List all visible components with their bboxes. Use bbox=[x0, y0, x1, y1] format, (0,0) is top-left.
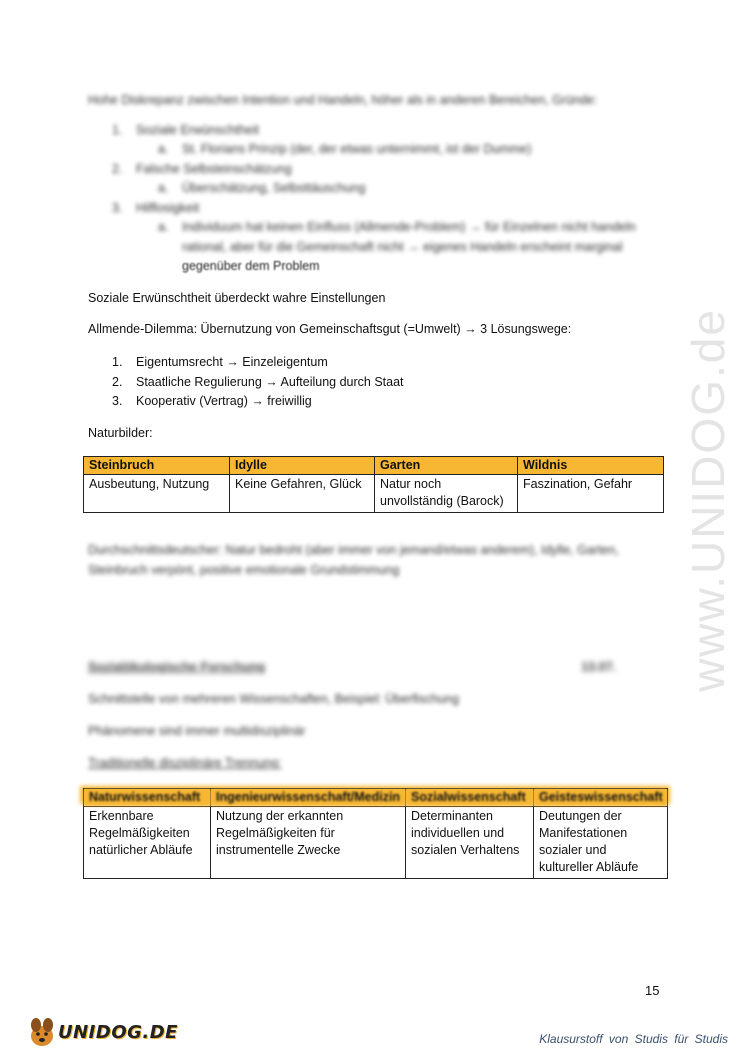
table-cell: Keine Gefahren, Glück bbox=[230, 475, 375, 513]
table-cell: Erkennbare Regelmäßigkeiten natürlicher Abläufe bbox=[84, 807, 211, 879]
table-header-cell: Steinbruch bbox=[84, 457, 230, 475]
table-header-row bbox=[84, 457, 664, 475]
table-header-cell: Idylle bbox=[230, 457, 375, 475]
blurred-heading: Hohe Diskrepanz zwischen Intention und Handeln, höher als in anderen Bereichen, Gründe: bbox=[88, 93, 598, 107]
footer-tagline: Klausurstoff von Studis für Studis bbox=[539, 1032, 728, 1046]
table-cell: Faszination, Gefahr bbox=[518, 475, 664, 513]
table-cell: Nutzung der erkannten Regelmäßigkeiten für instrumentelle Zwecke bbox=[211, 807, 406, 879]
blurred-list-item: 2. Falsche Selbsteinschätzung bbox=[112, 162, 292, 176]
section-title: Sozialökologische Forschung 13.07. bbox=[88, 660, 616, 674]
solution-item: 3. Kooperativ (Vertrag) → freiwillig bbox=[112, 394, 312, 408]
watermark: www.UNIDOG.de bbox=[682, 308, 734, 692]
disciplines-table bbox=[83, 788, 668, 879]
blurred-paragraph: Phänomene sind immer multidisziplinär bbox=[88, 724, 306, 738]
table-cell: Deutungen der Manifestationen sozialer und kultureller Abläufe bbox=[534, 807, 668, 879]
blurred-paragraph: Traditionelle disziplinäre Trennung: bbox=[88, 756, 282, 770]
table-cell: Natur noch unvollständig (Barock) bbox=[375, 475, 518, 513]
table-header-cell: Geisteswissenschaft bbox=[534, 789, 668, 807]
logo-text: UNIDOG.DE bbox=[58, 1022, 178, 1043]
unidog-logo bbox=[24, 1016, 178, 1050]
blurred-list-item: 3. Hilflosigkeit bbox=[112, 201, 200, 215]
table-header-cell: Wildnis bbox=[518, 457, 664, 475]
section-date: 13.07. bbox=[581, 660, 616, 674]
table-header-cell: Garten bbox=[375, 457, 518, 475]
paragraph-social-desirability: Soziale Erwünschtheit überdeckt wahre Einstellungen bbox=[88, 291, 386, 305]
paragraph-allmende-dilemma: Allmende-Dilemma: Übernutzung von Gemeinschaftsgut (=Umwelt) → 3 Lösungswege: bbox=[88, 322, 572, 336]
naturbilder-label: Naturbilder: bbox=[88, 426, 153, 440]
table-cell: Determinanten individuellen und sozialen Verhaltens bbox=[406, 807, 534, 879]
blurred-list-item: a. Überschätzung, Selbsttäuschung bbox=[158, 181, 366, 195]
solution-item: 2. Staatliche Regulierung → Aufteilung durch Staat bbox=[112, 375, 404, 389]
table-row bbox=[84, 807, 668, 879]
table-header-row bbox=[84, 789, 668, 807]
table-cell: Ausbeutung, Nutzung bbox=[84, 475, 230, 513]
blurred-list-item: 1. Soziale Erwünschtheit bbox=[112, 123, 259, 137]
blurred-paragraph: Durchschnittsdeutscher: Natur bedroht (aber immer von jemand/etwas anderem), Idylle, Garten, bbox=[88, 543, 619, 557]
blurred-list-item: a. Individuum hat keinen Einfluss (Allmende-Problem) → für Einzelnen nicht handeln bbox=[158, 220, 636, 234]
blurred-list-item: rational, aber für die Gemeinschaft nicht → eigenes Handeln erscheint marginal bbox=[182, 240, 623, 254]
blurred-paragraph: Steinbruch verpönt, positive emotionale Grundstimmung bbox=[88, 563, 400, 577]
solution-item: 1. Eigentumsrecht → Einzeleigentum bbox=[112, 355, 328, 369]
table-header-cell: Ingenieurwissenschaft/Medizin bbox=[211, 789, 406, 807]
continued-line: gegenüber dem Problem bbox=[182, 259, 320, 273]
table-header-cell: Sozialwissenschaft bbox=[406, 789, 534, 807]
blurred-paragraph: Schnittstelle von mehreren Wissenschaften, Beispiel: Überfischung bbox=[88, 692, 460, 706]
blurred-list-item: a. St. Florians Prinzip (der, der etwas unternimmt, ist der Dumme) bbox=[158, 142, 532, 156]
page-number: 15 bbox=[645, 983, 660, 998]
naturbilder-table bbox=[83, 456, 664, 513]
table-header-cell: Naturwissenschaft bbox=[84, 789, 211, 807]
dog-icon bbox=[24, 1016, 60, 1050]
table-row bbox=[84, 475, 664, 513]
